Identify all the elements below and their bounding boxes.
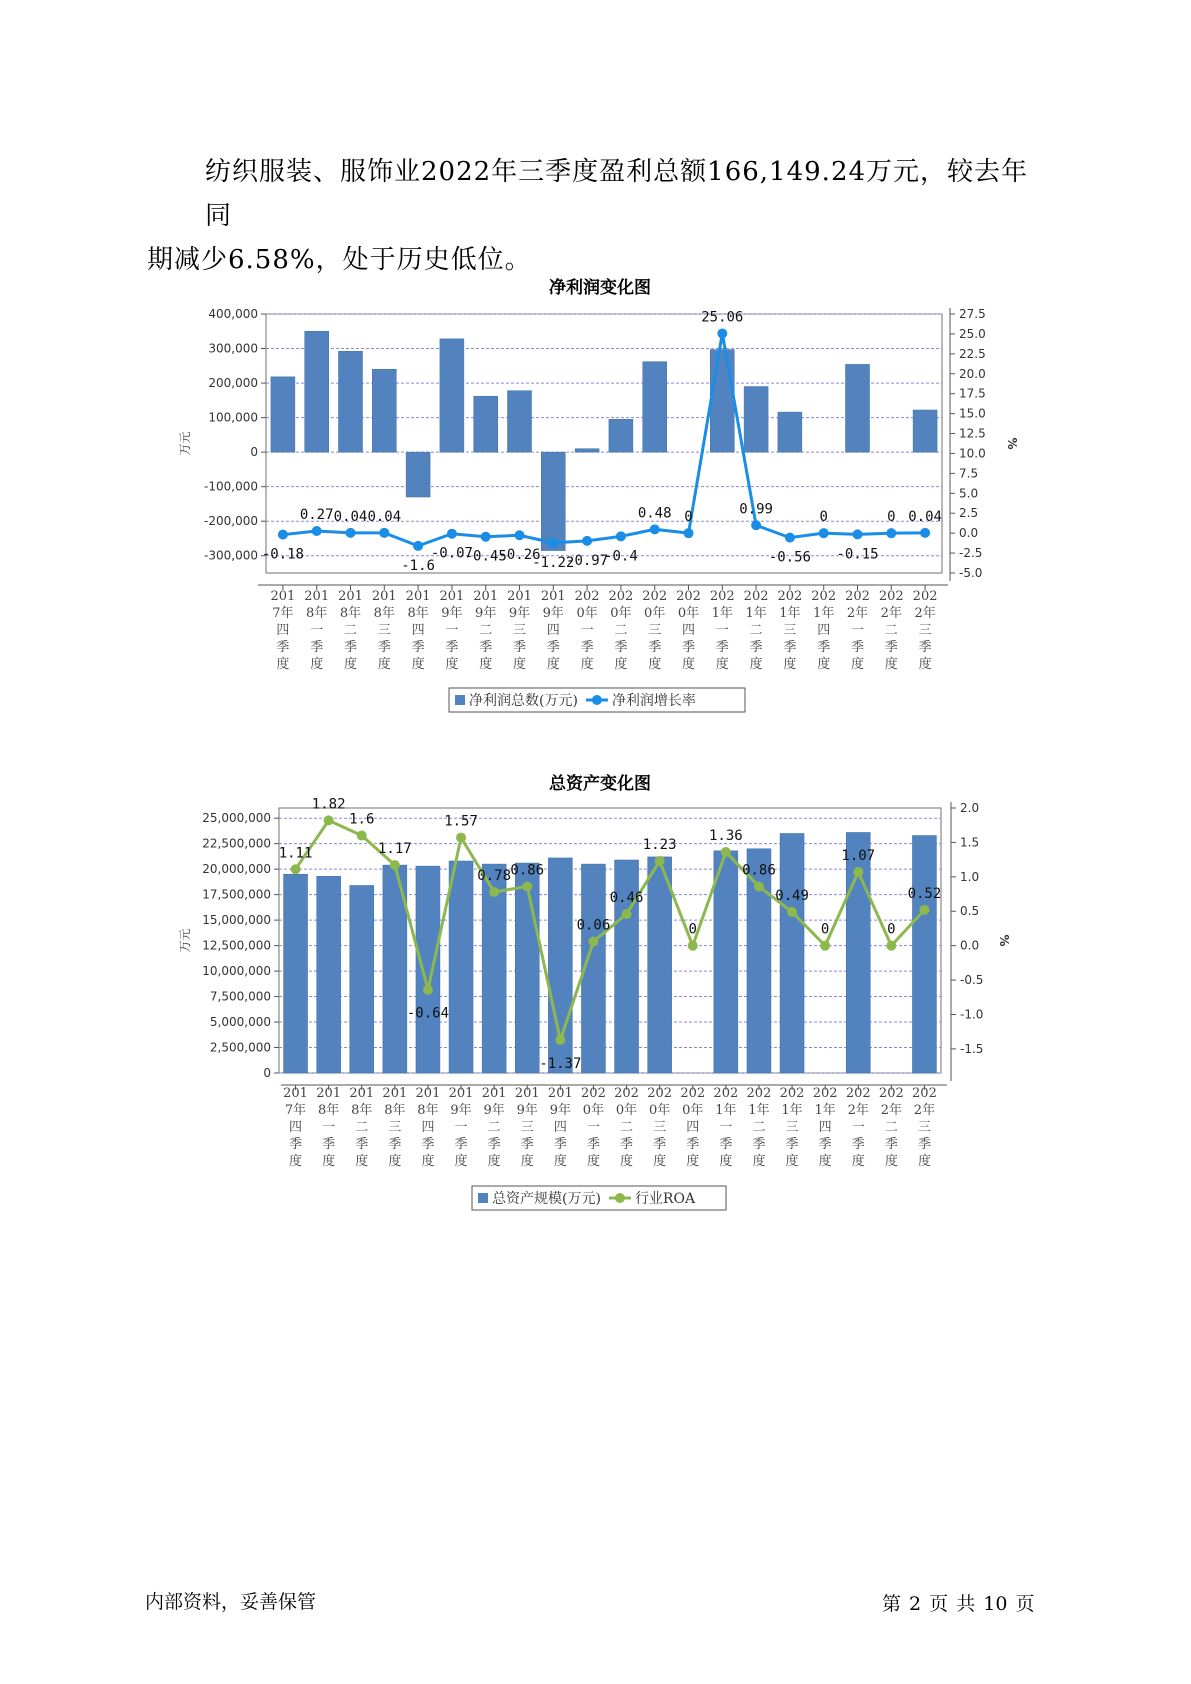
data-label: 0.04 bbox=[333, 508, 368, 525]
y2-tick-label: 0.5 bbox=[960, 904, 980, 919]
y-tick-label: 15,000,000 bbox=[202, 913, 271, 928]
data-label: -0.45 bbox=[464, 548, 507, 565]
x-tick-label: 202 1年三季度 bbox=[779, 1086, 805, 1169]
series-point bbox=[853, 529, 863, 539]
series-point bbox=[886, 528, 896, 538]
x-tick-label: 202 2年二季度 bbox=[878, 1086, 904, 1169]
y-tick-label: 300,000 bbox=[208, 341, 258, 356]
series-point bbox=[390, 860, 400, 870]
bar bbox=[449, 861, 473, 1073]
data-label: 25.06 bbox=[701, 309, 744, 326]
series-point bbox=[886, 941, 896, 951]
x-tick-label: 201 9年四季度 bbox=[547, 1086, 573, 1169]
x-tick-label: 201 9年二季度 bbox=[481, 1086, 507, 1169]
x-tick-label: 201 8年三季度 bbox=[371, 589, 397, 672]
bar bbox=[372, 369, 396, 452]
summary-line-1: 纺织服装、服饰业2022年三季度盈利总额166,149.24万元，较去年同 bbox=[205, 157, 1029, 231]
data-label: 0.49 bbox=[775, 887, 809, 904]
data-label: -0.18 bbox=[261, 546, 304, 563]
bar bbox=[913, 410, 937, 452]
data-label: 0.99 bbox=[739, 501, 773, 518]
x-tick-label: 201 9年一季度 bbox=[448, 1086, 474, 1169]
data-label: -0.97 bbox=[566, 552, 609, 569]
bar bbox=[609, 419, 633, 452]
x-tick-label: 202 0年四季度 bbox=[676, 589, 701, 672]
y-tick-label: 400,000 bbox=[208, 307, 258, 321]
bar bbox=[710, 350, 734, 453]
y2-axis-title: % bbox=[997, 934, 1011, 947]
series-point bbox=[751, 520, 761, 530]
data-label: -0.15 bbox=[836, 546, 879, 563]
bar bbox=[416, 866, 440, 1073]
y-tick-label: -100,000 bbox=[204, 479, 258, 494]
x-tick-label: 201 8年一季度 bbox=[304, 589, 330, 672]
y-tick-label: -200,000 bbox=[204, 514, 258, 529]
series-point bbox=[820, 941, 830, 951]
series-point bbox=[379, 528, 389, 538]
profit-chart-title: 净利润变化图 bbox=[549, 278, 651, 298]
legend-label-bar: 总资产规模(万元) bbox=[492, 1191, 601, 1207]
bar bbox=[284, 874, 308, 1073]
footer-confidential: 内部资料，妥善保管 bbox=[145, 1591, 317, 1613]
series-point bbox=[456, 833, 466, 843]
x-tick-label: 202 2年二季度 bbox=[878, 589, 904, 672]
y-tick-label: 7,500,000 bbox=[209, 989, 271, 1004]
data-label: 0.46 bbox=[609, 890, 644, 906]
y2-tick-label: 0.0 bbox=[959, 526, 979, 541]
y2-tick-label: 10.0 bbox=[959, 446, 986, 461]
bar bbox=[440, 339, 464, 452]
bar bbox=[780, 833, 804, 1073]
data-label: 0.04 bbox=[908, 508, 942, 525]
x-tick-label: 202 0年二季度 bbox=[608, 589, 634, 672]
series-point bbox=[447, 529, 457, 539]
series-point bbox=[515, 530, 525, 540]
bar bbox=[515, 863, 539, 1073]
legend-label-line: 行业ROA bbox=[634, 1191, 696, 1207]
data-label: 1.57 bbox=[444, 813, 478, 830]
x-tick-label: 201 9年一季度 bbox=[439, 589, 465, 672]
x-tick-label: 201 8年一季度 bbox=[316, 1086, 342, 1169]
x-tick-label: 201 9年四季度 bbox=[540, 589, 566, 672]
x-tick-label: 201 8年四季度 bbox=[415, 1086, 441, 1169]
data-label: 1.17 bbox=[377, 841, 412, 858]
data-label: 1.23 bbox=[642, 837, 677, 853]
series-point bbox=[650, 524, 660, 534]
y2-tick-label: 0.0 bbox=[960, 938, 980, 953]
x-tick-label: 202 0年二季度 bbox=[614, 1086, 639, 1169]
series-point bbox=[717, 328, 727, 338]
x-tick-label: 202 1年四季度 bbox=[811, 589, 837, 672]
x-tick-label: 201 8年二季度 bbox=[349, 1086, 375, 1169]
bar bbox=[846, 364, 870, 452]
bar bbox=[744, 387, 768, 453]
series-point bbox=[413, 541, 423, 551]
legend-swatch-point bbox=[592, 695, 602, 705]
x-tick-label: 201 9年三季度 bbox=[514, 1086, 540, 1169]
x-tick-label: 201 8年二季度 bbox=[338, 589, 363, 672]
y2-tick-label: 25.0 bbox=[959, 326, 986, 341]
series-point bbox=[754, 881, 764, 891]
series-point bbox=[688, 941, 698, 951]
series-point bbox=[622, 909, 632, 919]
series-point bbox=[481, 532, 491, 542]
data-label: 1.6 bbox=[349, 811, 375, 828]
x-tick-label: 202 0年三季度 bbox=[642, 589, 668, 672]
y2-tick-label: -1.0 bbox=[960, 1007, 984, 1022]
y-tick-label: 0 bbox=[250, 445, 258, 460]
legend-swatch-bar bbox=[455, 695, 465, 705]
y2-tick-label: 12.5 bbox=[959, 426, 986, 441]
series-point bbox=[616, 531, 626, 541]
series-point bbox=[278, 530, 288, 540]
data-label: -1.37 bbox=[539, 1055, 582, 1072]
bar bbox=[541, 452, 565, 550]
y-tick-label: 25,000,000 bbox=[202, 811, 271, 826]
x-tick-label: 202 1年三季度 bbox=[777, 589, 803, 672]
series-point bbox=[819, 528, 829, 538]
y2-tick-label: 22.5 bbox=[959, 346, 986, 361]
data-label: -0.64 bbox=[406, 1005, 450, 1022]
bar bbox=[406, 452, 430, 497]
series-point bbox=[423, 985, 433, 995]
y-axis-title: 万元 bbox=[178, 431, 192, 456]
y-tick-label: -300,000 bbox=[204, 548, 258, 563]
y2-tick-label: 2.5 bbox=[959, 506, 979, 521]
bar bbox=[575, 449, 599, 452]
y2-tick-label: 1.5 bbox=[960, 835, 980, 850]
bar bbox=[339, 351, 363, 452]
summary-line-2: 期减少6.58%，处于历史低位。 bbox=[147, 245, 532, 275]
x-tick-label: 202 1年一季度 bbox=[713, 1086, 739, 1169]
assets-chart-title: 总资产变化图 bbox=[549, 774, 651, 794]
bar bbox=[648, 857, 672, 1073]
series-point bbox=[346, 528, 356, 538]
bar bbox=[474, 396, 498, 452]
data-label: 0 bbox=[820, 921, 830, 938]
y-tick-label: 12,500,000 bbox=[202, 938, 271, 953]
series-point bbox=[312, 526, 322, 536]
y-tick-label: 100,000 bbox=[208, 410, 258, 425]
bar bbox=[271, 377, 295, 452]
y2-tick-label: 17.5 bbox=[959, 386, 986, 401]
series-point bbox=[655, 856, 665, 866]
data-label: 0 bbox=[819, 509, 828, 526]
y-tick-label: 10,000,000 bbox=[202, 964, 271, 979]
series-point bbox=[920, 528, 930, 538]
x-tick-label: 202 2年三季度 bbox=[912, 1086, 937, 1169]
data-label: 0 bbox=[887, 921, 896, 938]
series-point bbox=[853, 867, 863, 877]
y-tick-label: 5,000,000 bbox=[209, 1015, 271, 1030]
series-point bbox=[721, 847, 731, 857]
legend-label-bar: 净利润总数(万元) bbox=[469, 693, 578, 709]
x-tick-label: 202 2年一季度 bbox=[845, 589, 870, 672]
x-tick-label: 201 7年四季度 bbox=[283, 1086, 308, 1169]
x-tick-label: 202 0年一季度 bbox=[574, 589, 600, 672]
y2-tick-label: -0.5 bbox=[960, 973, 984, 988]
x-tick-label: 201 8年四季度 bbox=[405, 589, 431, 672]
data-label: -0.26 bbox=[498, 547, 541, 564]
data-label: 0.48 bbox=[637, 505, 672, 522]
y-tick-label: 2,500,000 bbox=[209, 1040, 271, 1055]
bar bbox=[350, 885, 374, 1073]
data-label: 1.07 bbox=[841, 848, 876, 865]
x-tick-label: 201 9年二季度 bbox=[473, 589, 499, 672]
bar bbox=[714, 851, 738, 1073]
x-tick-label: 201 8年三季度 bbox=[382, 1086, 408, 1169]
legend-swatch-point bbox=[615, 1193, 625, 1203]
data-label: -0.56 bbox=[768, 549, 811, 566]
data-label: 0.86 bbox=[510, 862, 545, 879]
data-label: 0.86 bbox=[742, 862, 776, 879]
series-point bbox=[785, 533, 795, 543]
legend-swatch-bar bbox=[478, 1193, 488, 1203]
series-point bbox=[555, 1035, 565, 1045]
data-label: 1.11 bbox=[278, 845, 313, 862]
data-label: 1.36 bbox=[708, 828, 743, 845]
bar bbox=[305, 331, 329, 452]
footer-page-number: 第 2 页 共 10 页 bbox=[882, 1593, 1035, 1615]
data-label: 0.27 bbox=[299, 507, 334, 524]
series-point bbox=[522, 881, 532, 891]
data-label: -0.07 bbox=[430, 545, 473, 562]
y-tick-label: 0 bbox=[263, 1066, 271, 1080]
data-label: -1.22 bbox=[532, 554, 575, 571]
x-tick-label: 202 1年一季度 bbox=[709, 589, 735, 672]
y2-tick-label: -5.0 bbox=[959, 566, 983, 580]
series-point bbox=[588, 937, 598, 947]
series-point bbox=[548, 538, 558, 548]
y-axis-title: 万元 bbox=[178, 928, 192, 953]
data-label: 0.04 bbox=[367, 508, 402, 525]
y-tick-label: 200,000 bbox=[208, 376, 258, 391]
y2-tick-label: -2.5 bbox=[959, 546, 983, 561]
x-tick-label: 202 0年三季度 bbox=[647, 1086, 673, 1169]
series-point bbox=[787, 907, 797, 917]
series-point bbox=[357, 831, 367, 841]
y2-tick-label: 1.0 bbox=[960, 869, 980, 884]
data-label: -1.6 bbox=[401, 557, 435, 574]
bar bbox=[912, 836, 936, 1073]
data-label: 0 bbox=[688, 921, 697, 938]
x-tick-label: 202 1年二季度 bbox=[743, 589, 769, 672]
legend-label-line: 净利润增长率 bbox=[611, 693, 696, 709]
data-label: 0.06 bbox=[576, 917, 611, 934]
series-point bbox=[291, 864, 301, 874]
x-tick-label: 202 2年三季度 bbox=[912, 589, 938, 672]
x-tick-label: 202 0年四季度 bbox=[680, 1086, 706, 1169]
series-point bbox=[324, 815, 334, 825]
bar bbox=[508, 391, 532, 452]
data-label: 0.78 bbox=[477, 867, 512, 884]
bar bbox=[778, 412, 802, 452]
series-point bbox=[919, 905, 929, 915]
data-label: 0.52 bbox=[907, 885, 942, 902]
y2-tick-label: 27.5 bbox=[959, 307, 986, 321]
data-label: -0.4 bbox=[604, 548, 638, 565]
y2-axis-title: % bbox=[1005, 437, 1019, 450]
bar bbox=[317, 876, 341, 1073]
x-tick-label: 202 0年一季度 bbox=[581, 1086, 606, 1169]
x-tick-label: 202 1年四季度 bbox=[812, 1086, 838, 1169]
data-label: 0 bbox=[887, 509, 896, 526]
data-label: 1.82 bbox=[311, 796, 346, 813]
data-label: 0 bbox=[684, 509, 693, 526]
y2-tick-label: 5.0 bbox=[959, 486, 979, 501]
y2-tick-label: 2.0 bbox=[960, 801, 980, 815]
x-tick-label: 201 9年三季度 bbox=[507, 589, 532, 672]
series-point bbox=[582, 536, 592, 546]
x-tick-label: 201 7年四季度 bbox=[270, 589, 296, 672]
y-tick-label: 20,000,000 bbox=[202, 862, 271, 877]
y2-tick-label: 15.0 bbox=[959, 406, 986, 421]
y2-tick-label: 20.0 bbox=[959, 366, 986, 381]
series-point bbox=[684, 528, 694, 538]
y-tick-label: 22,500,000 bbox=[202, 836, 271, 851]
y-tick-label: 17,500,000 bbox=[202, 887, 271, 902]
y2-tick-label: 7.5 bbox=[959, 466, 979, 481]
series-point bbox=[489, 887, 499, 897]
y2-tick-label: -1.5 bbox=[960, 1041, 984, 1056]
bar bbox=[643, 362, 667, 452]
x-tick-label: 202 2年一季度 bbox=[845, 1086, 871, 1169]
x-tick-label: 202 1年二季度 bbox=[746, 1086, 772, 1169]
